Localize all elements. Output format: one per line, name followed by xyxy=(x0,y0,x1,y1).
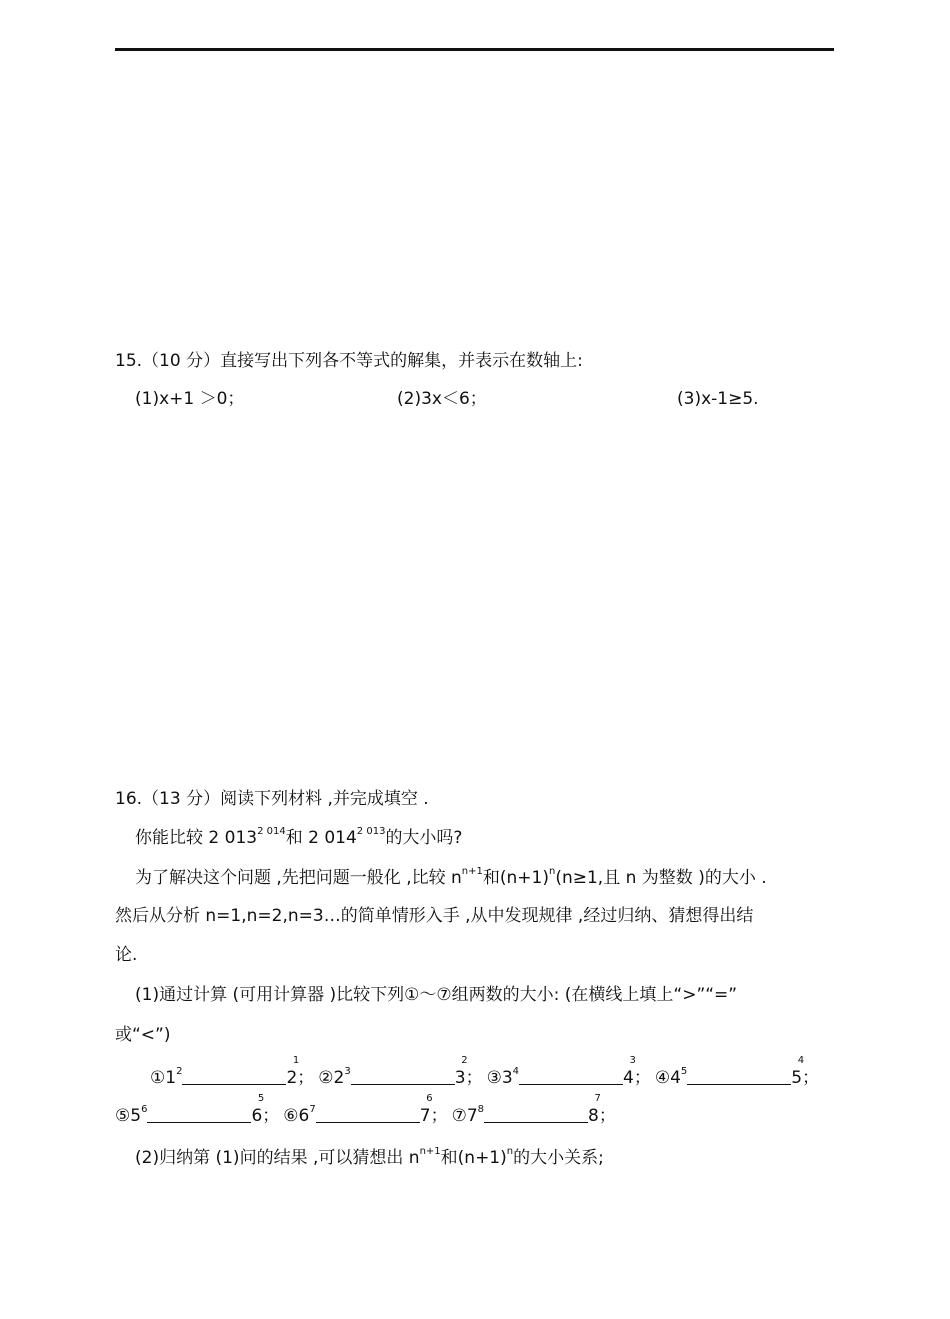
pair-second-term xyxy=(623,1055,636,1090)
q16-question-text: 和 2 014 xyxy=(285,828,357,848)
pair-base-1: 3 xyxy=(501,1068,513,1088)
answer-blank[interactable] xyxy=(316,1106,420,1123)
pair-separator: ； xyxy=(633,1068,651,1088)
pair-separator: ； xyxy=(598,1106,616,1126)
pair-base-1: 4 xyxy=(670,1068,681,1088)
q15-heading xyxy=(115,349,583,373)
pair-label: ③ xyxy=(486,1068,502,1088)
pair-exponent-1: 5 xyxy=(680,1066,688,1077)
pair-exponent-1: 4 xyxy=(512,1066,520,1077)
pair-exponent-2: 2 xyxy=(461,1055,468,1066)
q16-paragraph-3: 论. xyxy=(115,945,138,965)
q16-p1-text: (n≥1,且 n 为整数 )的大小 . xyxy=(555,868,767,888)
q16-pairs-row-2 xyxy=(115,1093,616,1128)
q16-question-text: 的大小吗? xyxy=(385,828,463,848)
q16-part2-text: 和(n+1) xyxy=(440,1148,507,1168)
pair-label: ② xyxy=(318,1068,334,1088)
pair-exponent-1: 7 xyxy=(309,1104,316,1115)
q16-part2 xyxy=(135,1146,604,1170)
q16-score: （13 分） xyxy=(142,789,221,809)
q16-part2-text: 的大小关系; xyxy=(513,1148,604,1168)
pair-separator: ； xyxy=(297,1068,315,1088)
pair-separator: ； xyxy=(802,1068,820,1088)
q16-part1-instruction-cont: 或“<”) xyxy=(115,1025,171,1045)
q16-part2-text: (2)归纳第 (1)问的结果 ,可以猜想出 n xyxy=(135,1148,420,1168)
q16-heading xyxy=(115,787,429,811)
answer-blank[interactable] xyxy=(147,1106,251,1123)
pair-second-term xyxy=(251,1093,265,1128)
pair-second-term xyxy=(588,1093,601,1128)
q16-question-text: 你能比较 2 013 xyxy=(135,828,258,848)
pair-second-term xyxy=(791,1055,805,1090)
pair-label: ⑦ xyxy=(451,1106,467,1126)
q15-number: 15. xyxy=(115,351,143,371)
q16-question xyxy=(135,826,462,850)
pair-base-2: 6 xyxy=(251,1106,263,1126)
q16-prompt: 阅读下列材料 ,并完成填空 . xyxy=(220,789,429,809)
pair-base-1: 1 xyxy=(165,1068,177,1088)
pair-exponent-1: 6 xyxy=(141,1104,148,1115)
pair-exponent-2: 6 xyxy=(426,1093,433,1104)
q16-part2-exponent: n+1 xyxy=(419,1146,441,1157)
pair-separator: ； xyxy=(262,1106,280,1126)
q16-p1-text: 为了解决这个问题 ,先把问题一般化 ,比较 n xyxy=(135,868,462,888)
q15-item-1: (1)x+1 ＞0； xyxy=(135,389,245,409)
pair-base-1: 5 xyxy=(130,1106,142,1126)
pair-second-term xyxy=(454,1055,468,1090)
pair-base-1: 2 xyxy=(333,1068,345,1088)
q16-question-exponent: 2 014 xyxy=(257,826,286,837)
pair-label: ⑤ xyxy=(115,1106,131,1126)
pair-base-1: 7 xyxy=(466,1106,478,1126)
pair-second-term xyxy=(419,1093,433,1128)
pair-exponent-2: 4 xyxy=(797,1055,805,1066)
q15-item-2: (2)3x＜6； xyxy=(397,389,487,409)
pair-exponent-1: 2 xyxy=(176,1066,183,1077)
q16-p1-exponent: n+1 xyxy=(461,866,483,877)
q16-question-exponent: 2 013 xyxy=(356,826,386,837)
pair-separator: ； xyxy=(465,1068,483,1088)
q16-part1-instruction: (1)通过计算 (可用计算器 )比较下列①～⑦组两数的大小: (在横线上填上“>”“=” xyxy=(135,985,738,1005)
q16-part2-exponent: n xyxy=(506,1146,514,1157)
pair-label: ④ xyxy=(654,1068,671,1088)
q16-paragraph-1 xyxy=(135,866,767,890)
pair-exponent-2: 7 xyxy=(594,1093,601,1104)
pair-separator: ； xyxy=(430,1106,448,1126)
answer-blank[interactable] xyxy=(351,1068,455,1085)
pair-label: ① xyxy=(150,1068,166,1088)
pair-exponent-1: 8 xyxy=(477,1104,485,1115)
header-rule xyxy=(115,48,834,51)
pair-base-2: 8 xyxy=(588,1106,599,1126)
pair-base-2: 3 xyxy=(454,1068,466,1088)
answer-blank[interactable] xyxy=(519,1068,623,1085)
q16-p1-exponent: n xyxy=(549,866,556,877)
q16-pairs-row-1 xyxy=(150,1055,820,1090)
answer-blank[interactable] xyxy=(484,1106,588,1123)
pair-exponent-2: 5 xyxy=(257,1093,265,1104)
answer-blank[interactable] xyxy=(687,1068,791,1085)
q15-prompt: 直接写出下列各不等式的解集，并表示在数轴上: xyxy=(220,351,583,371)
pair-base-2: 2 xyxy=(286,1068,298,1088)
pair-exponent-1: 3 xyxy=(344,1066,351,1077)
q16-number: 16. xyxy=(115,789,143,809)
pair-label: ⑥ xyxy=(283,1106,299,1126)
pair-base-1: 6 xyxy=(298,1106,310,1126)
pair-base-2: 4 xyxy=(623,1068,634,1088)
pair-base-2: 7 xyxy=(419,1106,431,1126)
pair-exponent-2: 1 xyxy=(292,1055,300,1066)
pair-second-term xyxy=(286,1055,300,1090)
pair-exponent-2: 3 xyxy=(629,1055,636,1066)
q16-p1-text: 和(n+1) xyxy=(482,868,549,888)
q15-score: （10 分） xyxy=(142,351,221,371)
q16-paragraph-2: 然后从分析 n=1,n=2,n=3…的简单情形入手 ,从中发现规律 ,经过归纳、猜想得出结 xyxy=(115,906,754,926)
answer-blank[interactable] xyxy=(182,1068,286,1085)
pair-base-2: 5 xyxy=(791,1068,803,1088)
q15-item-3: (3)x-1≥5. xyxy=(677,389,759,409)
